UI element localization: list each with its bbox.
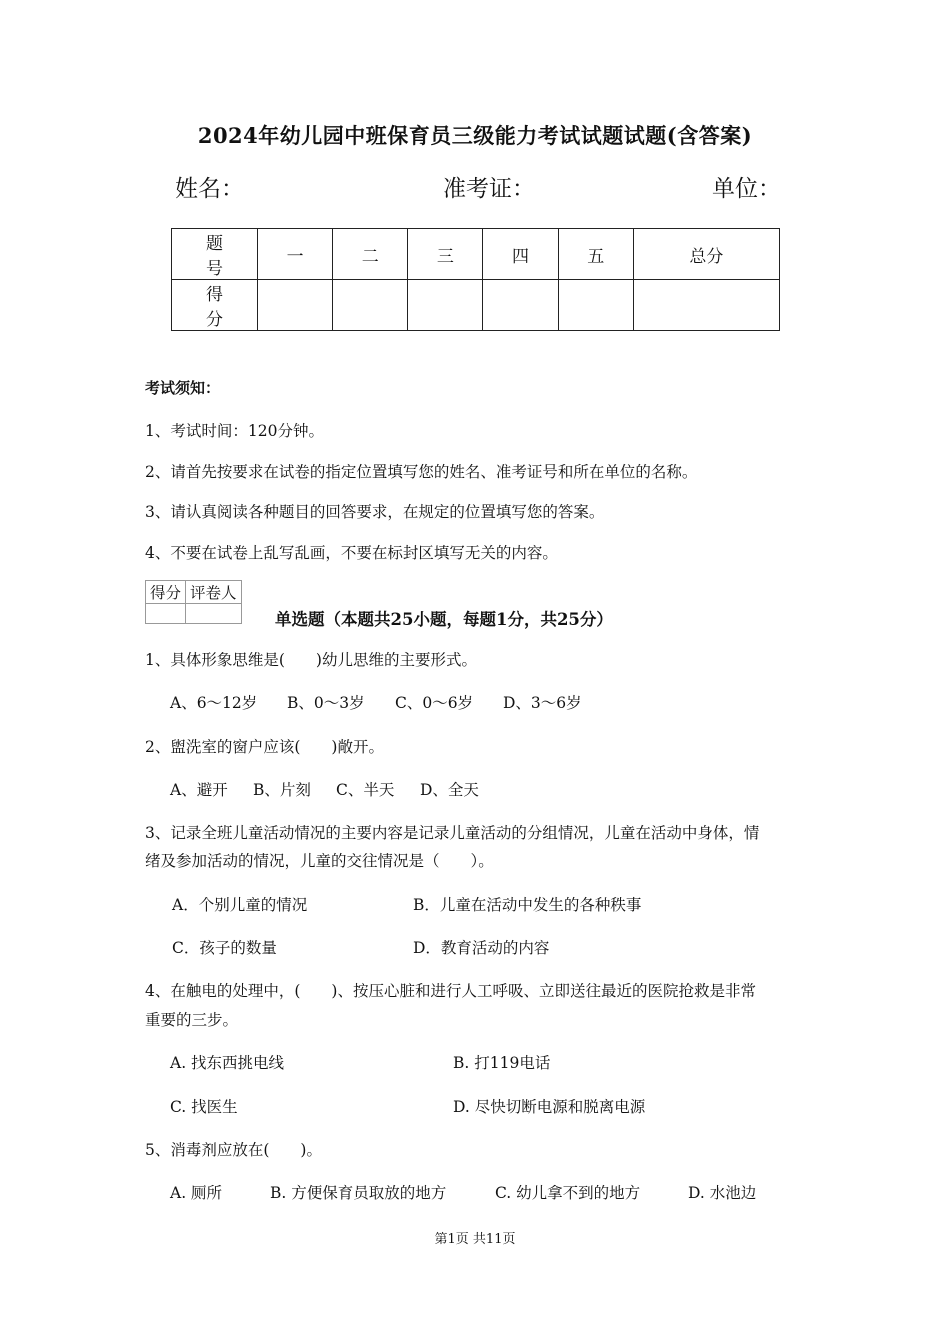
score-cell <box>408 280 483 331</box>
notice-item: 1、考试时间：120分钟。 <box>145 422 324 440</box>
notice-item: 2、请首先按要求在试卷的指定位置填写您的姓名、准考证号和所在单位的名称。 <box>145 463 698 481</box>
question-stem: 3、记录全班儿童活动情况的主要内容是记录儿童活动的分组情况，儿童在活动中身体，情 <box>145 824 760 842</box>
option: D. 水池边 <box>688 1184 757 1202</box>
grader-score-cell <box>146 604 186 624</box>
option: A. 厕所 <box>170 1184 223 1202</box>
grader-score-label: 得分 <box>146 581 186 604</box>
score-table-header-row <box>172 229 780 280</box>
option: B. 打119电话 <box>453 1054 551 1072</box>
question-stem: 2、盥洗室的窗户应该( )敞开。 <box>145 738 384 756</box>
option: C. 找医生 <box>170 1098 238 1116</box>
score-cell <box>333 280 408 331</box>
page-footer: 第1页 共11页 <box>434 1232 516 1247</box>
option: C、半天 <box>336 781 395 799</box>
grader-reviewer-label: 评卷人 <box>186 581 242 604</box>
score-cell <box>258 280 333 331</box>
unit-field-label: 单位： <box>712 176 781 202</box>
document-title: 2024年幼儿园中班保育员三级能力考试试题试题(含答案) <box>197 123 753 148</box>
grader-reviewer-cell <box>186 604 242 624</box>
option: C. 幼儿拿不到的地方 <box>495 1184 641 1202</box>
notice-item: 3、请认真阅读各种题目的回答要求，在规定的位置填写您的答案。 <box>145 503 605 521</box>
section-title: 单选题（本题共25小题，每题1分，共25分） <box>275 610 613 629</box>
option: B、片刻 <box>253 781 311 799</box>
score-cell <box>633 280 779 331</box>
score-table-score-row <box>172 280 780 331</box>
question-stem-continued: 重要的三步。 <box>145 1011 239 1029</box>
score-label: 得 分 <box>172 280 258 331</box>
option: A、避开 <box>170 781 228 799</box>
option: A．个别儿童的情况 <box>172 896 308 914</box>
score-cell <box>483 280 558 331</box>
option: C．孩子的数量 <box>172 939 277 957</box>
column-header: 四 <box>483 229 558 280</box>
grader-box <box>145 580 242 624</box>
column-header: 一 <box>258 229 333 280</box>
name-field-label: 姓名： <box>175 176 244 202</box>
score-cell <box>558 280 633 331</box>
column-header: 二 <box>333 229 408 280</box>
option: A、6～12岁 <box>170 694 258 712</box>
option: D、3～6岁 <box>503 694 582 712</box>
option: C、0～6岁 <box>395 694 474 712</box>
option: B、0～3岁 <box>287 694 365 712</box>
option: D、全天 <box>420 781 479 799</box>
option: B．儿童在活动中发生的各种秩事 <box>413 896 642 914</box>
column-header: 三 <box>408 229 483 280</box>
question-stem: 4、在触电的处理中，( )、按压心脏和进行人工呼吸、立即送往最近的医院抢救是非常 <box>145 982 756 1000</box>
exam-number-field-label: 准考证： <box>443 176 535 202</box>
option: A. 找东西挑电线 <box>170 1054 285 1072</box>
question-number-label: 题 号 <box>172 229 258 280</box>
option: B. 方便保育员取放的地方 <box>270 1184 447 1202</box>
question-stem: 1、具体形象思维是( )幼儿思维的主要形式。 <box>145 651 477 669</box>
notice-title: 考试须知： <box>145 379 221 397</box>
question-stem-continued: 绪及参加活动的情况，儿童的交往情况是（ ）。 <box>145 852 494 870</box>
option: D. 尽快切断电源和脱离电源 <box>453 1098 646 1116</box>
column-header: 总分 <box>633 229 779 280</box>
option: D．教育活动的内容 <box>413 939 550 957</box>
question-stem: 5、消毒剂应放在( )。 <box>145 1141 322 1159</box>
score-table <box>171 228 780 331</box>
column-header: 五 <box>558 229 633 280</box>
candidate-fields <box>175 170 780 204</box>
notice-item: 4、不要在试卷上乱写乱画，不要在标封区填写无关的内容。 <box>145 544 558 562</box>
